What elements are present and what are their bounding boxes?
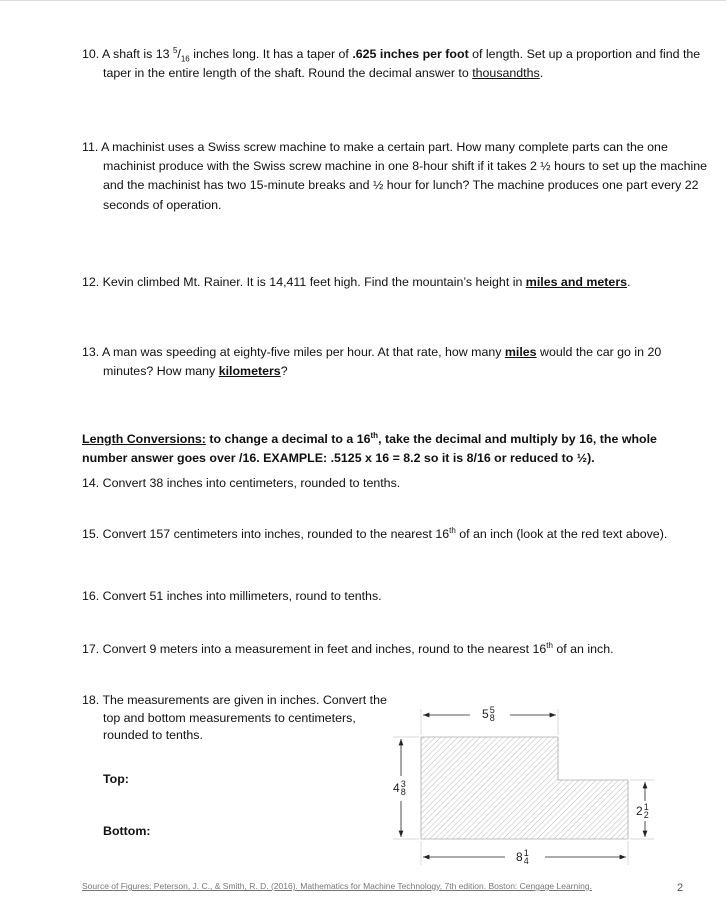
length-conv-text: to change a decimal to a 16	[205, 432, 371, 446]
dim-num: 1	[523, 848, 529, 858]
dimension-figure	[0, 1, 726, 912]
l-shape-part	[421, 737, 628, 839]
dim-den: 4	[523, 856, 529, 866]
q10-text: .	[539, 66, 544, 81]
dimension-bottom-label	[516, 849, 529, 865]
q15-sup: th	[449, 525, 456, 535]
dim-den: 8	[400, 787, 406, 797]
q10-frac-slash: /	[177, 47, 181, 61]
dim-whole: 5	[482, 707, 489, 721]
length-conv-sup: th	[370, 430, 379, 440]
dim-den: 8	[489, 713, 495, 723]
question-14: 14. Convert 38 inches into centimeters, rounded to tenths.	[82, 476, 401, 490]
dim-whole: 4	[393, 781, 400, 795]
q10-underline: thousandths	[472, 66, 540, 81]
dimension-left-label	[393, 780, 406, 796]
q10-text: inches long. It has a taper of	[189, 47, 353, 61]
q12-text: .	[627, 275, 631, 289]
q13-bold: miles	[504, 345, 537, 359]
dim-num: 5	[489, 705, 495, 715]
q13-text: ?	[280, 364, 288, 379]
length-conv-text: , take the decimal and multiply by 16, the whole number answer goes over /16. EXAMPLE: .5125 x 16 = 8.2 so it is 8/16 or reduced to ½).	[82, 432, 657, 466]
length-conv-heading: Length Conversions:	[82, 432, 206, 446]
q12-text: 12. Kevin climbed Mt. Rainer. It is 14,411 feet high. Find the mountain’s height in	[82, 275, 526, 289]
q10-frac-num: 5	[172, 45, 178, 55]
question-18: 18. The measurements are given in inches. Convert the top and bottom measurements to centimeters, rounded to tenths.	[82, 693, 387, 742]
q15-text: 15. Convert 157 centimeters into inches, rounded to the nearest 16	[82, 527, 450, 541]
page-number: 2	[677, 882, 684, 894]
q13-text: 13. A man was speeding at eighty-five miles per hour. At that rate, how many	[82, 345, 505, 359]
q10-text: of length. Set up a proportion and find the taper in the entire length of the shaft. Round the decimal answer to	[103, 47, 701, 81]
question-11: 11. A machinist uses a Swiss screw machine to make a certain part. How many complete parts can the one machinist produce with the Swiss screw machine in one 8-hour shift if it takes 2 ½ hours to set up the machine and the machinist has two 15-minute breaks and ½ hour for lunch? The machine produces one part every 22 seconds of operation.	[82, 140, 707, 212]
dim-den: 2	[643, 810, 649, 820]
q12-bold: miles and meters	[525, 275, 628, 289]
dimension-top-label	[482, 706, 495, 722]
dim-whole: 8	[516, 850, 523, 864]
q17-sup: th	[546, 640, 553, 650]
dim-num: 3	[400, 779, 406, 789]
q10-frac-den: 16	[180, 54, 190, 64]
bottom-label: Bottom:	[103, 824, 151, 838]
q17-text: of an inch.	[552, 642, 614, 656]
q10-number: 10.	[82, 47, 100, 61]
q17-text: 17. Convert 9 meters into a measurement in feet and inches, round to the nearest 16	[82, 642, 547, 656]
top-label: Top:	[103, 772, 129, 786]
dimension-right-label	[636, 803, 649, 819]
q10-text: A shaft is 13	[102, 47, 173, 61]
question-16: 16. Convert 51 inches into millimeters, round to tenths.	[82, 589, 382, 603]
dim-num: 1	[643, 802, 649, 812]
q10-bold: .625 inches per foot	[352, 47, 469, 61]
dim-whole: 2	[636, 804, 643, 818]
figure-source-citation: Source of Figures: Peterson, J. C., & Smith, R. D. (2016). Mathematics for Machine Technology, 7th edition. Boston: Cengage Learning.	[82, 881, 592, 891]
q13-bold: kilometers	[218, 364, 281, 379]
q13-text: would the car go in 20 minutes? How many	[103, 345, 662, 379]
q15-text: of an inch (look at the red text above).	[455, 527, 668, 541]
